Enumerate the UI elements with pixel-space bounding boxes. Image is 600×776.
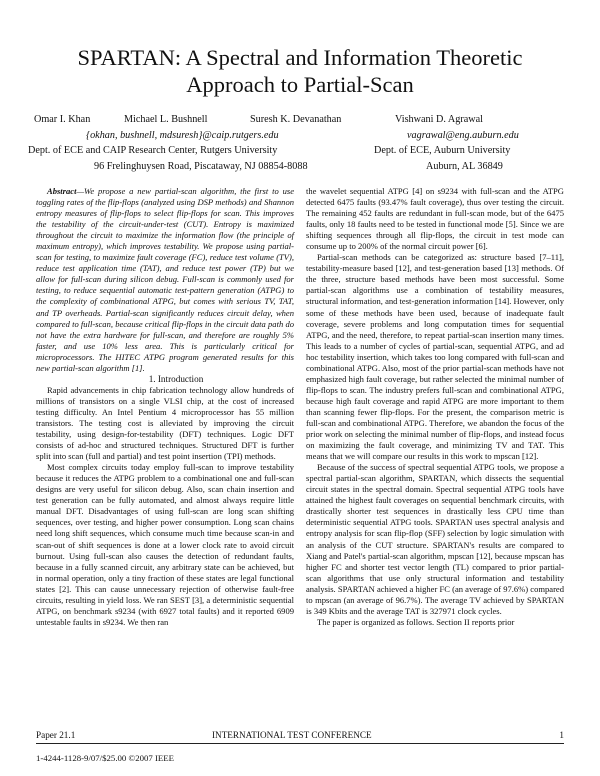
body-paragraph: Because of the success of spectral sequential ATPG tools, we propose a spectral partial-scan algorithm, SPARTAN, which dissects the sequential circuit states in the spectral domain. Spectral sequential ATPG tools have attained the highest fault coverages on sequential benchmark circuits, with drastically shorter test sequences in drastically less CPU time than deterministic sequential ATPG tools. SPARTAN uses spectral analysis and entropy analysis for scan flip-flop (SFF) selection by logic simulation with an analysis of the CUT structure. SPARTAN's results are compared to Xiang and Patel's partial-scan algorithm, mpscan [12], because mpscan has higher FC and shorter test vector length (TL) compared to prior partial-scan algorithms that use only structural information and testability analysis. SPARTAN achieved a higher FC (an average of 97.6%) compared to mpscan (an average of 96.7%). The average TV achieved by SPARTAN is 349 Kbits and the average TAT is 327971 clock cycles. xyxy=(306,462,564,616)
section-heading: 1. Introduction xyxy=(148,373,204,384)
author-names-row xyxy=(28,112,588,128)
address-left: 96 Frelinghuysen Road, Piscataway, NJ 08854-8088 xyxy=(94,160,308,172)
address-right: Auburn, AL 36849 xyxy=(426,160,503,172)
author-name: Michael L. Bushnell xyxy=(124,114,208,125)
author-email-left: {okhan, bushnell, mdsuresh}@caip.rutgers.edu xyxy=(86,129,279,141)
page-footer xyxy=(36,730,564,763)
footer-page-number: 1 xyxy=(559,730,564,740)
abstract-label: Abstract xyxy=(47,186,77,196)
author-name: Vishwani D. Agrawal xyxy=(395,114,483,125)
author-name: Suresh K. Devanathan xyxy=(250,114,342,125)
author-affiliation-row xyxy=(28,143,588,159)
author-name: Omar I. Khan xyxy=(34,114,91,125)
abstract-text: —We propose a new partial-scan algorithm, the first to use toggling rates of the flip-flops (analyzed using DSP methods) and Shannon entropy measures of flip-flops to select flip-flops for scan. This improves the testability of the circuit-under-test (CUT). Entropy is maximized throughout the circuit to maximize the information flow (the principle of maximum entropy), which improves testability. We propose using partial-scan for testing, to maximize fault coverage (FC), reduce test volume (TV), reduce test application time (TAT), and reduce test power (TP) but we allow for full-scan during silicon debug. Full-scan is commonly used for testing, to reduce sequential automatic test-pattern generation (ATPG) to the complexity of combinational ATPG, but comes with serious TV, TAT, and TP overheads. Partial-scan significantly reduces circuit delay, when compared to full-scan, because critical flip-flops in the circuit data path do not have the extra hardware for full-scan, and therefore are roughly 5% faster, and use 10% less area. This is particularly critical for microprocessors. The HITEC ATPG program generated results for this new partial-scan algorithm [1]. xyxy=(36,186,294,373)
footer-paper-number: Paper 21.1 xyxy=(36,730,76,740)
body-paragraph: Rapid advancements in chip fabrication technology allow hundreds of millions of transistors on a single VLSI chip, at the cost of increased testing difficulty. An Intel Pentium 4 microprocessor has 55 million transistors. The testing cost is alleviated by improving the circuit testability, using design-for-testability (DFT) techniques. Logic DFT consists of ad-hoc and structured techniques. Structured DFT is further split into scan (full and partial) and test point insertion (TPI) methods. xyxy=(36,384,294,462)
author-emails-row xyxy=(28,128,588,144)
footer-copyright: 1-4244-1128-9/07/$25.00 ©2007 IEEE xyxy=(36,753,175,763)
body-paragraph: the wavelet sequential ATPG [4] on s9234 with full-scan and the ATPG detected 6475 faults (93.47% fault coverage), thus over testing the circuit. The remaining 452 faults are redundant in full-scan mode, but of the 6475 faults, only 18 faults need to be tested in functional mode [5]. Since we are shifting sequences through all flip-flops, the circuit in test mode can consume up to 200% of the normal circuit power [6]. xyxy=(306,186,564,252)
affiliation-right: Dept. of ECE, Auburn University xyxy=(374,145,511,156)
author-address-row xyxy=(28,159,588,175)
author-email-right: vagrawal@eng.auburn.edu xyxy=(407,129,519,141)
author-block xyxy=(28,112,588,174)
body-paragraph: Partial-scan methods can be categorized as: structure based [7–11], testability-measure based [12], and test-generation based [13] methods. Of the three, structure based methods have been most successful. Some partial-scan algorithms use a combination of testability measures, structural information, and test-generation information [14]. However, only some of these methods have been used, because of inadequate fault coverage, severe problems and long computation times for sequential ATPG, and the need, therefore, to repeat partial-scan insertion many times. This leads to a number of cycles of partial-scan, sequential ATPG, and ad hoc testability insertion, which takes too long compared with full-scan and combinational ATPG. Also, most of the prior partial-scan methods have not emphasized high fault coverage, but rather selected the minimal number of flip-flops to scan. The industry prefers full-scan and combinational ATPG, because high fault coverage and rapid ATPG are more important to them than scanning fewer flip-flops. For the present, the comparison metric is full-scan and combinational ATPG. Therefore, we abandon the focus of the prior work on selecting the minimal number of flip-flops, and instead focus on maximizing the fault coverage, and minimizing TV and TAT. This means that we will compare our results in this work to mpscan [12]. xyxy=(306,252,564,462)
body-paragraph: The paper is organized as follows. Section II reports prior xyxy=(317,616,515,627)
footer-row xyxy=(36,730,564,744)
paper-title: SPARTAN: A Spectral and Information Theoretic Approach to Partial-Scan xyxy=(77,45,523,97)
footer-conference: INTERNATIONAL TEST CONFERENCE xyxy=(212,730,372,740)
affiliation-left: Dept. of ECE and CAIP Research Center, Rutgers University xyxy=(28,145,278,156)
left-column xyxy=(36,186,294,628)
body-paragraph: Most complex circuits today employ full-scan to improve testability because it reduces the ATPG problem to a combinational one and full-scan designs are very useful for silicon debug. Also, scan chain insertion and test generation can be fully automated, and almost always require little manual DFT. Disadvantages of using full-scan are long scan shifting sequences, over testing, and higher power consumption. Long scan chains need long shift sequences, which consume much time because scan-in and scan-out of shift sequences is done at a lower clock rate to avoid circuit burnout. Using full-scan also causes the detection of redundant faults, because in a fully scanned circuit, any arbitrary state can be achieved, but in normal operation, only a tiny fraction of these states are legal functional states [2]. This can cause unnecessary rejection of otherwise fault-free circuits, resulting in yield loss. We ran SEST [3], a deterministic sequential ATPG, on benchmark s9234 (with 6927 total faults) and it reported 6909 untestable faults in s9234. We then ran xyxy=(36,462,294,627)
abstract-paragraph xyxy=(36,186,294,374)
right-column xyxy=(306,186,564,628)
